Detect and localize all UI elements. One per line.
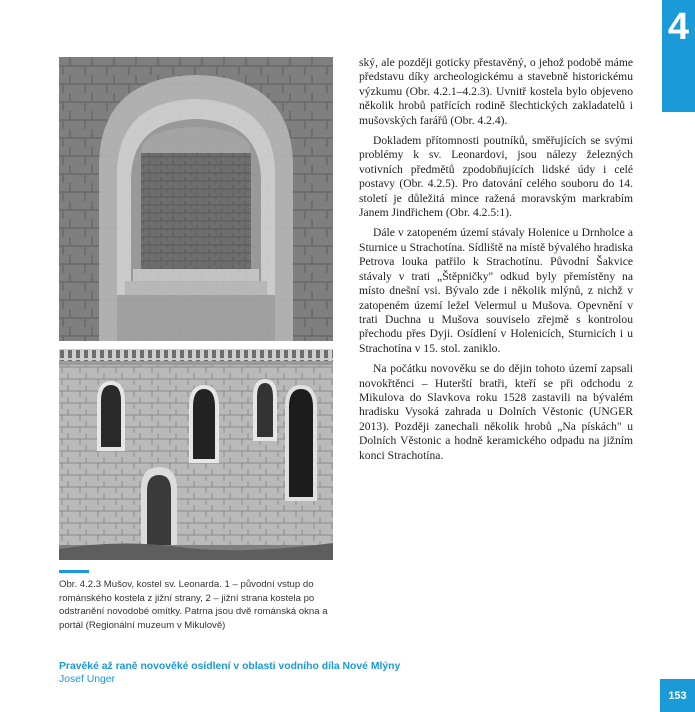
footer-author: Josef Unger — [59, 674, 116, 685]
chapter-tab — [662, 0, 695, 112]
page-number-label: 153 — [668, 689, 687, 702]
body-paragraph: ský, ale později goticky přestavěný, o jehož podobě máme představu díky archeologickému a stavebně historickému výzkumu (Obr. 4.2.1–4.2.3). Uvnitř kostela bylo objeveno několik hrobů patřících rodině šlechtických zakladatelů i mušovských farářů (Obr. 4.2.4). — [359, 56, 633, 127]
chapter-number: 4 — [667, 6, 690, 48]
south-wall-photo — [59, 349, 333, 560]
romanesque-portal-photo — [59, 57, 333, 341]
body-text-column — [359, 56, 633, 469]
page-number — [660, 679, 695, 712]
body-paragraph: Dále v zatopeném území stávaly Holenice u Drnholce a Sturnice u Strachotína. Sídliště na místě bývalého hradiska Petrova louka patřilo k Strachotínu. Původní Šakvice stávaly v trati „Štěpničky" odkud byly přemístěny na místo dnešní vsi. Bývalo zde i několik mlýnů, z nichž v zatopeném území ležel Velermul u Mušova. Opevnění v trati Duchna u Mušova souviselo zřejmě s kontrolou přechodu přes Dyji. Osídlení v Holenicích, Sturnicích i u Strachotína v 15. stol. zaniklo. — [359, 226, 633, 355]
caption-accent-rule — [59, 570, 89, 573]
body-paragraph: Dokladem přítomnosti poutníků, směřujících se svými problémy k sv. Leonardovi, jsou nálezy železných votivních předmětů zpodobňujících lidské údy i celé postavy (Obr. 4.2.5). Pro datování celého souboru do 14. století je důležitá mince ražená moravským markrabím Janem Jindřichem (Obr. 4.2.5:1). — [359, 134, 633, 220]
footer-book-title: Pravěké až raně novověké osídlení v oblasti vodního díla Nové Mlýny — [59, 661, 401, 672]
body-paragraph: Na počátku novověku se do dějin tohoto území zapsali novokřtěnci – Huterští bratři, kteří se při odchodu z Mikulova do Slavkova roku 1528 zastavili na bývalém hradisku Vysoká zahrada u Dolních Věstonic (UNGER 2013). Později zanechali několik hrobů „Na pískách" u Dolních Věstonic a hodně keramického odpadu na jižním konci Strachotína. — [359, 362, 633, 462]
figure-caption: Obr. 4.2.3 Mušov, kostel sv. Leonarda. 1 – původní vstup do románského kostela z jižní strany, 2 – jižní strana kostela po odstranění novodobé omítky. Patrna jsou dvě románská okna a portál (Regionální muzeum v Mikulově) — [59, 579, 328, 631]
